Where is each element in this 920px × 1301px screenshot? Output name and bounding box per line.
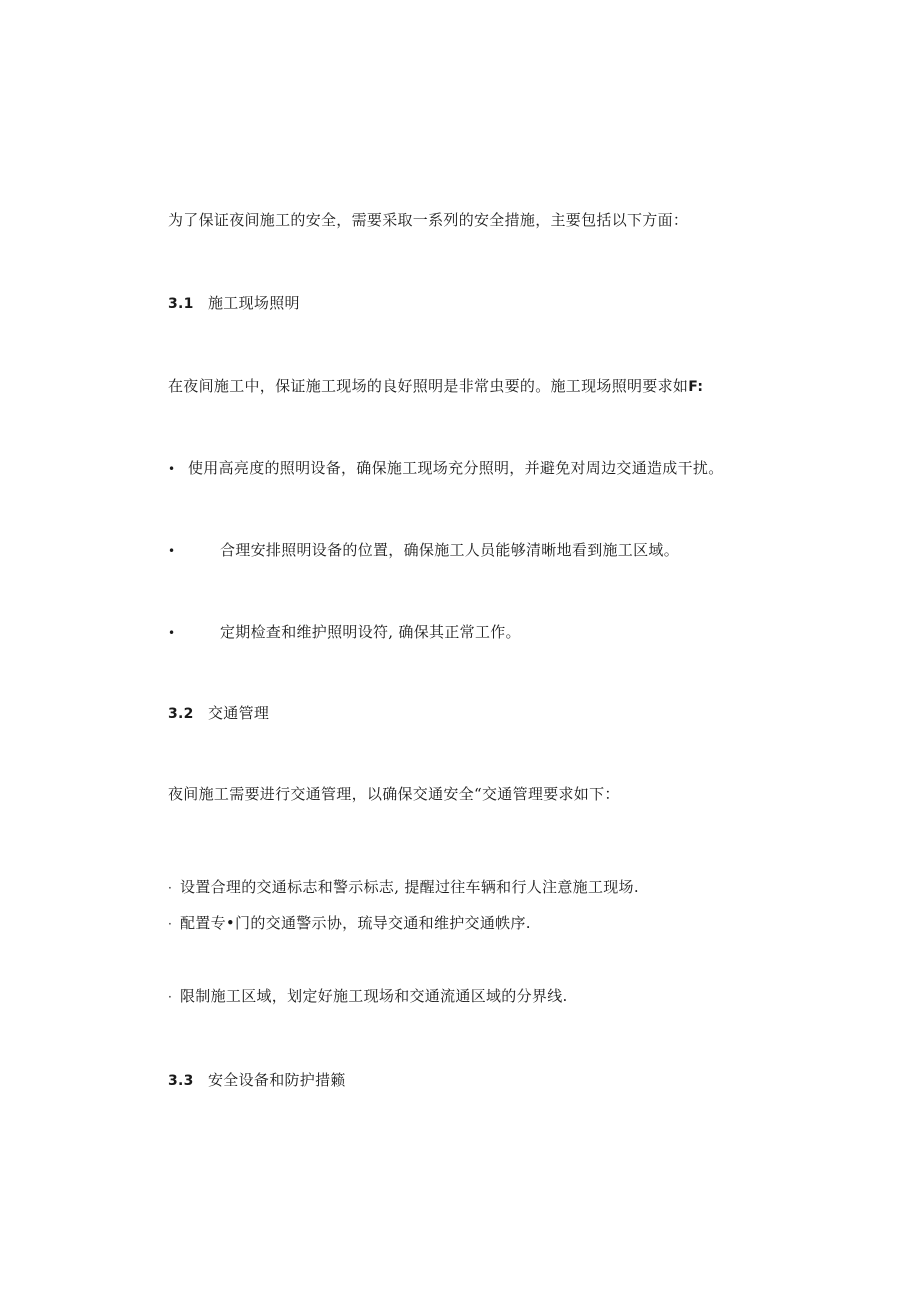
list-item-text: 限制施工区域，划定好施工现场和交通流通区域的分界线. [180,987,568,1005]
bullet-icon: • [168,626,176,640]
list-item-text: 设置合理的交通标志和警示标志, 提醒过往车辆和行人注意施工现场. [180,878,639,896]
list-item-text: 定期检查和维护照明设符, 确保其正常工作。 [220,623,521,641]
section-3-1-intro-text: 在夜间施工中，保证施工现场的良好照明是非常虫要的。施工现场照明要求如 [168,377,689,395]
section-3-2-intro: 夜间施工需要进行交通管理，以确保交通安全“交通管理要求如下： [168,785,620,803]
bullet-icon: • [168,544,176,558]
section-number: 3.2 [168,706,194,722]
list-item-text: 使用高亮度的照明设备，确保施工现场充分照明，并避免对周边交通造成干扰。 [188,459,724,477]
section-title: 交通管理 [208,704,270,722]
list-item [168,877,639,898]
list-item [168,622,521,643]
intro-paragraph: 为了保证夜间施工的安全，需要采取一系列的安全措施，主要包括以下方面： [168,211,689,229]
section-title: 安全设备和防护措籁 [208,1071,346,1089]
section-3-1-intro-tail: F: [688,379,704,395]
bullet-icon: · [168,917,173,931]
section-3-1-intro [168,376,703,397]
section-heading-3-1 [168,293,300,314]
list-item [168,986,568,1007]
list-item-text: 配置专•门的交通警示协，琉导交通和维护交通帙序. [180,914,531,932]
section-number: 3.1 [168,296,194,312]
section-number: 3.3 [168,1073,194,1089]
list-item [168,913,531,934]
list-item [168,540,679,561]
section-title: 施工现场照明 [208,294,300,312]
list-item [168,458,724,479]
list-item-text: 合理安排照明设备的位置，确保施工人员能够清晰地看到施工区域。 [220,541,680,559]
section-heading-3-3 [168,1070,346,1091]
bullet-icon: · [168,990,173,1004]
bullet-icon: · [168,881,173,895]
section-heading-3-2 [168,703,269,724]
bullet-icon: • [168,462,176,476]
